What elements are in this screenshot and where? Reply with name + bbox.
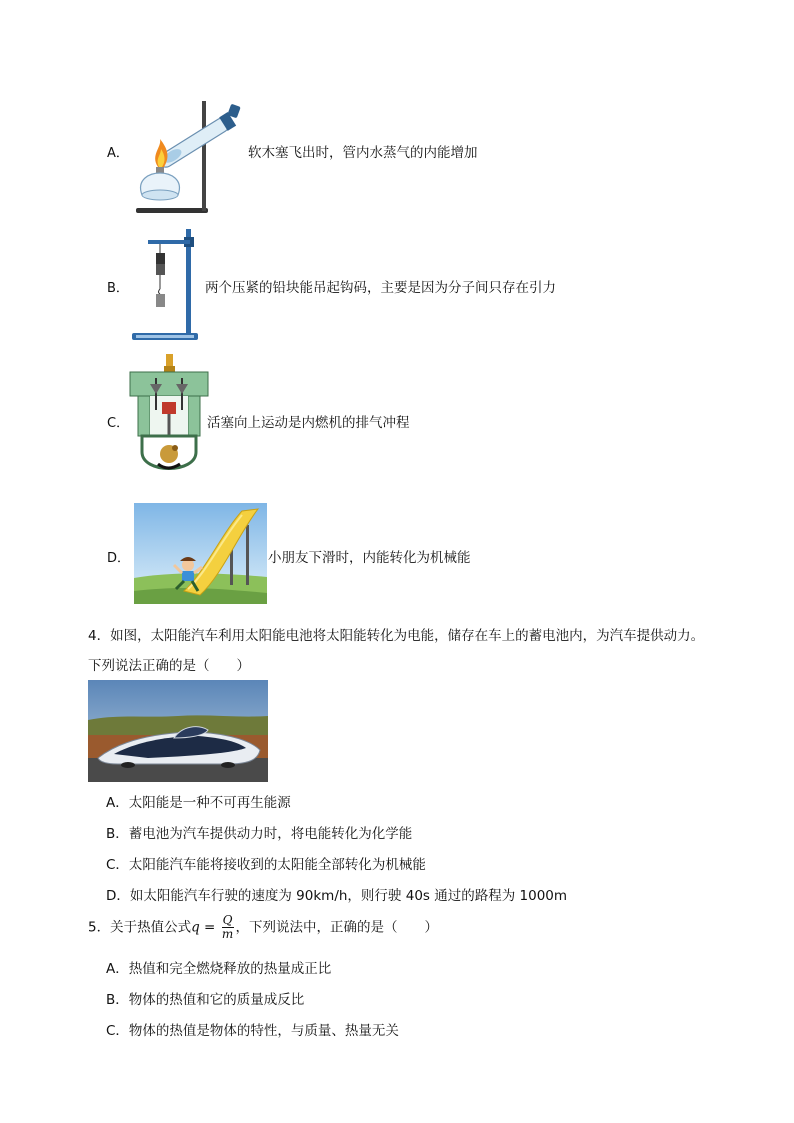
q4-stem-line1: 4．如图，太阳能汽车利用太阳能电池将太阳能转化为电能，储存在车上的蓄电池内，为汽车提供动力。 [88, 628, 705, 644]
lead-blocks-stand-illustration [128, 227, 203, 345]
option-letter: B． [107, 281, 129, 296]
solar-car-photo [88, 680, 268, 782]
test-tube-heating-illustration [128, 95, 243, 217]
option-text: 两个压紧的铅块能吊起钩码，主要是因为分子间只存在引力 [205, 280, 556, 296]
option-text: 活塞向上运动是内燃机的排气冲程 [207, 415, 410, 431]
child-slide-illustration [134, 503, 267, 604]
engine-cylinder-illustration [128, 352, 210, 480]
q5-stem [88, 914, 438, 941]
q4-option-d: D．如太阳能汽车行驶的速度为 90km/h，则行驶 40s 通过的路程为 1000m [106, 888, 568, 904]
option-letter: D． [107, 551, 131, 566]
formula-equals: = [199, 919, 220, 936]
option-text: 小朋友下滑时，内能转化为机械能 [268, 550, 471, 566]
formula-fraction [222, 914, 234, 941]
q4-option-c: C．太阳能汽车能将接收到的太阳能全部转化为机械能 [106, 857, 426, 873]
option-letter: C． [107, 416, 130, 431]
q5-stem-prefix: 5．关于热值公式 [88, 919, 192, 936]
q5-option-c: C．物体的热值是物体的特性，与质量、热量无关 [106, 1023, 399, 1039]
q4-option-b: B．蓄电池为汽车提供动力时，将电能转化为化学能 [106, 826, 413, 842]
formula-q: q [191, 919, 200, 936]
formula-numerator: Q [222, 913, 233, 927]
q5-option-b: B．物体的热值和它的质量成反比 [106, 992, 305, 1008]
q5-option-a: A．热值和完全燃烧释放的热量成正比 [106, 961, 332, 977]
q4-option-a: A．太阳能是一种不可再生能源 [106, 795, 291, 811]
option-letter: A． [107, 146, 129, 161]
q5-stem-suffix: ，下列说法中，正确的是（ ） [235, 919, 438, 936]
q4-stem-line2: 下列说法正确的是（ ） [88, 658, 250, 674]
option-text: 软木塞飞出时，管内水蒸气的内能增加 [248, 145, 478, 161]
formula-denominator: m [221, 927, 234, 941]
